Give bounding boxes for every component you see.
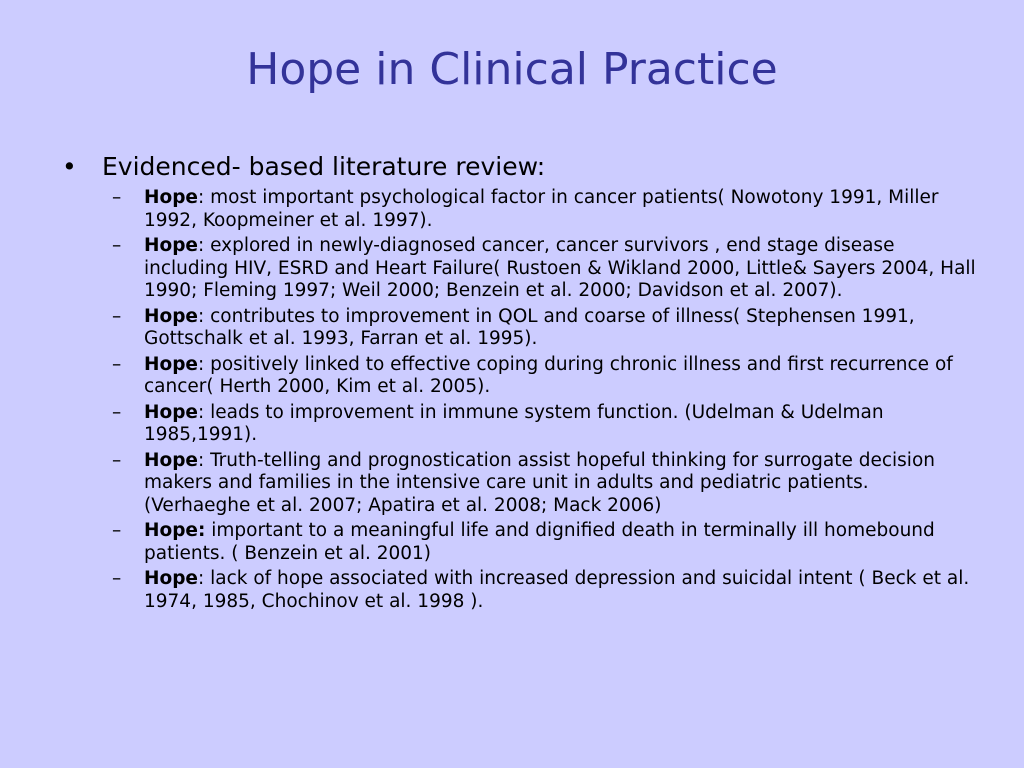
sub-bullet-list: [62, 187, 982, 613]
sub-bullet-text: important to a meaningful life and dignified death in terminally ill homebound patients. ( Benzein et al. 2001): [144, 520, 935, 564]
sub-bullet-text: : leads to improvement in immune system function. (Udelman & Udelman 1985,1991).: [144, 401, 884, 445]
main-bullet-text: Evidenced- based literature review:: [102, 152, 546, 181]
sub-bullet-term: Hope: [144, 353, 198, 375]
sub-bullet-item: [62, 354, 982, 399]
sub-bullet-term: Hope: [144, 305, 198, 327]
sub-bullet-item: [62, 520, 982, 565]
sub-bullet-term: Hope: [144, 449, 198, 471]
dash-icon: –: [112, 449, 122, 471]
sub-bullet-item: [62, 235, 982, 303]
slide-title: Hope in Clinical Practice: [246, 44, 778, 95]
dash-icon: –: [112, 353, 122, 375]
dash-icon: –: [112, 401, 122, 423]
slide-body: [62, 151, 982, 616]
sub-bullet-text: : Truth-telling and prognostication assist hopeful thinking for surrogate decision makers and families in the intensive care unit in adults and pediatric patients. (Verhaeghe et al. 2007; Apatira et al. 2008; Mack 2006): [144, 449, 935, 516]
sub-bullet-item: [62, 402, 982, 447]
sub-bullet-term: Hope: [144, 401, 198, 423]
main-bullet-point: [62, 151, 982, 183]
sub-bullet-text: : most important psychological factor in cancer patients( Nowotony 1991, Miller 1992, Koopmeiner et al. 1997).: [144, 187, 939, 231]
sub-bullet-text: : explored in newly-diagnosed cancer, cancer survivors , end stage disease including HIV, ESRD and Heart Failure( Rustoen & Wikland 2000, Little& Sayers 2004, Hall 1990; Fleming 1997; Weil 2000; Benzein et al. 2000; Davidson et al. 2007).: [144, 235, 976, 301]
sub-bullet-text: : contributes to improvement in QOL and coarse of illness( Stephensen 1991, Gottschalk et al. 1993, Farran et al. 1995).: [144, 305, 915, 349]
sub-bullet-term: Hope: [144, 568, 198, 589]
dash-icon: –: [112, 187, 122, 208]
bullet-icon: •: [62, 152, 77, 181]
dash-icon: –: [112, 568, 122, 589]
sub-bullet-term: Hope: [144, 235, 198, 256]
sub-bullet-term: Hope: [144, 187, 198, 208]
dash-icon: –: [112, 305, 122, 327]
sub-bullet-text: : positively linked to effective coping during chronic illness and first recurrence of cancer( Herth 2000, Kim et al. 2005).: [144, 353, 953, 397]
dash-icon: –: [112, 520, 122, 541]
sub-bullet-item: [62, 450, 982, 518]
sub-bullet-text: : lack of hope associated with increased depression and suicidal intent ( Beck et al. 1974, 1985, Chochinov et al. 1998 ).: [144, 568, 970, 612]
sub-bullet-item: [62, 568, 982, 613]
sub-bullet-term: Hope:: [144, 520, 206, 541]
sub-bullet-item: [62, 187, 982, 232]
sub-bullet-item: [62, 306, 982, 351]
dash-icon: –: [112, 235, 122, 256]
